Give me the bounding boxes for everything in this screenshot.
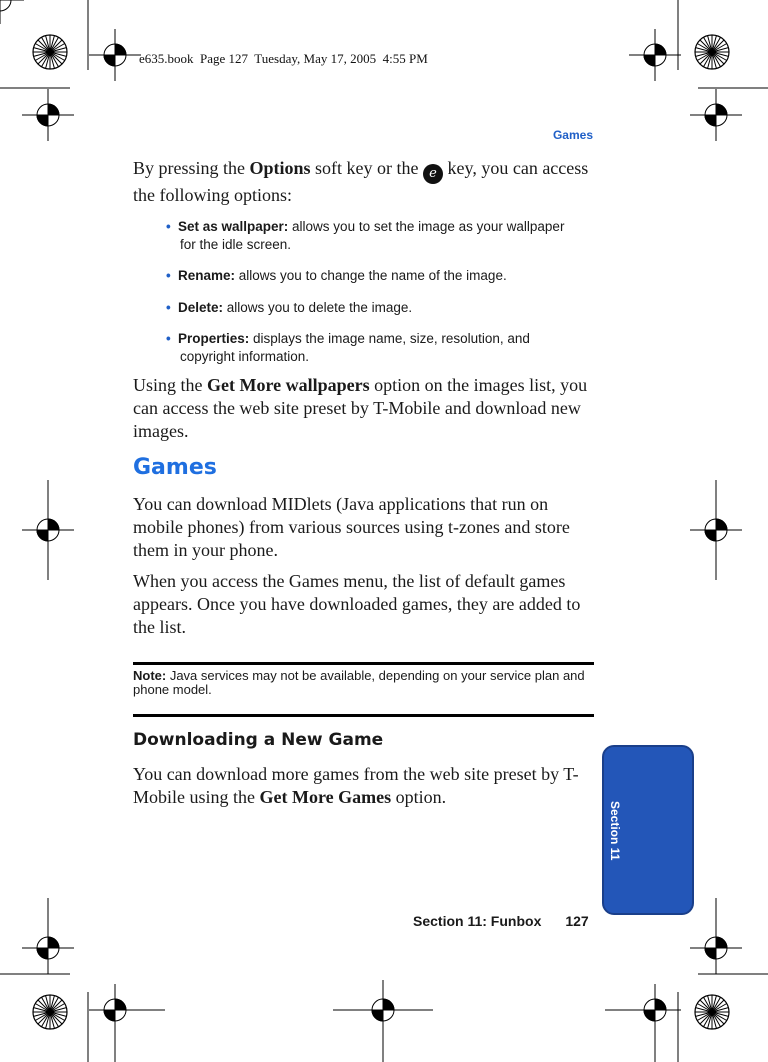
intro-paragraph: By pressing the Options soft key or the e key, you can access the following options: (133, 158, 589, 205)
bullet-icon: • (166, 268, 171, 283)
list-item: • Properties: displays the image name, size, resolution, and copyright information. (166, 331, 530, 364)
games-paragraph-2: When you access the Games menu, the list of default games appears. Once you have downloaded games, they are added to the list. (133, 571, 581, 637)
bullet-icon: • (166, 300, 171, 315)
page-number: 127 (565, 913, 589, 929)
running-head: Games (552, 128, 593, 142)
note-divider (133, 714, 594, 717)
options-label: Options (249, 158, 311, 178)
bullet-icon: • (166, 331, 171, 346)
note-box: Note: Java services may not be available, depending on your service plan and phone model. (133, 668, 585, 697)
page-footer (413, 913, 589, 929)
note-divider (133, 662, 594, 665)
list-item: • Set as wallpaper: allows you to set the image as your wallpaper for the idle screen. (166, 219, 565, 252)
print-slug: e635.book Page 127 Tuesday, May 17, 2005 4:55 PM (139, 51, 428, 66)
section-tab-label: Section 11 (608, 801, 622, 861)
bullet-icon: • (166, 219, 171, 234)
list-item: • Delete: allows you to delete the image. (166, 300, 413, 315)
section-heading: Games (133, 455, 217, 480)
download-paragraph: You can download more games from the web site preset by T-Mobile using the Get More Games option. (133, 764, 579, 807)
subsection-heading: Downloading a New Game (133, 730, 384, 750)
get-more-paragraph: Using the Get More wallpapers option on the images list, you can access the web site preset by T-Mobile and download new images. (133, 375, 588, 441)
games-paragraph-1: You can download MIDlets (Java applications that run on mobile phones) from various sources using t-zones and store them in your phone. (133, 494, 570, 560)
footer-section: Section 11: Funbox (413, 913, 542, 929)
list-item: • Rename: allows you to change the name of the image. (166, 268, 507, 283)
web-key-icon: e (423, 164, 443, 184)
